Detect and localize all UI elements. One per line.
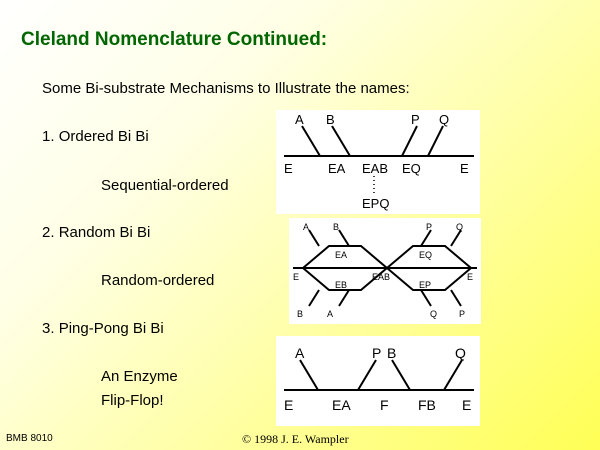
ordered-product-1: P <box>411 112 420 127</box>
slide-subtitle: Some Bi-substrate Mechanisms to Illustrate the names: <box>42 80 410 97</box>
random-top-right-1: P <box>426 222 433 232</box>
random-top-right-2: Q <box>456 222 464 232</box>
random-bottom-left-2: A <box>327 309 334 319</box>
mechanism-1-heading <box>42 128 149 145</box>
ordered-species-3: EAB <box>362 161 389 176</box>
random-species-1: E <box>293 272 300 282</box>
random-bottom-right-1: Q <box>430 309 438 319</box>
pingpong-label-3: B <box>387 345 397 361</box>
pingpong-reaction-lines <box>284 360 474 390</box>
ordered-substrate-2: B <box>326 112 335 127</box>
random-species-2: EA <box>335 250 348 260</box>
random-top-left-2: B <box>333 222 340 232</box>
random-species-4: EAB <box>372 272 391 282</box>
mechanism-1-description: Sequential-ordered <box>101 177 229 194</box>
random-bottom-right-2: P <box>459 309 466 319</box>
random-bibi-diagram <box>289 218 481 324</box>
mechanism-3-name: Ping-Pong Bi Bi <box>58 320 164 337</box>
copyright-notice: © 1998 J. E. Wampler <box>242 432 349 446</box>
ordered-species-5: E <box>460 161 469 176</box>
pingpong-label-4: Q <box>455 345 466 361</box>
mechanism-3-description-line1: An Enzyme <box>101 368 178 385</box>
pingpong-species-1: E <box>284 397 294 413</box>
mechanism-1-name: Ordered Bi Bi <box>58 128 149 145</box>
ordered-bibi-diagram <box>276 110 480 214</box>
mechanism-2-heading <box>42 224 150 241</box>
random-species-6: EP <box>419 280 432 290</box>
mechanism-2-description: Random-ordered <box>101 272 215 289</box>
ordered-species-4: EQ <box>402 161 421 176</box>
mechanism-2-number: 2. <box>42 224 55 241</box>
pingpong-label-2: P <box>372 345 382 361</box>
mechanism-3-heading <box>42 320 164 337</box>
pingpong-label-1: A <box>295 345 305 361</box>
pingpong-species-2: EA <box>332 397 351 413</box>
random-reaction-lines <box>293 230 477 306</box>
pingpong-species-5: E <box>462 397 472 413</box>
mechanism-2-name: Random Bi Bi <box>58 224 151 241</box>
ordered-central-complex: EPQ <box>362 196 390 211</box>
ordered-species-2: EA <box>328 161 346 176</box>
mechanism-3-description-line2: Flip-Flop! <box>101 392 164 409</box>
pingpong-species-4: FB <box>418 397 436 413</box>
random-species-7: E <box>467 272 474 282</box>
pingpong-bibi-diagram <box>276 336 480 426</box>
random-species-3: EB <box>335 280 348 290</box>
ordered-product-2: Q <box>439 112 450 127</box>
ordered-reaction-lines <box>284 126 474 156</box>
random-top-left-1: A <box>303 222 310 232</box>
slide-title: Cleland Nomenclature Continued: <box>21 29 328 50</box>
mechanism-3-number: 3. <box>42 320 55 337</box>
pingpong-species-3: F <box>380 397 389 413</box>
random-species-5: EQ <box>419 250 433 260</box>
random-bottom-left-1: B <box>297 309 304 319</box>
ordered-substrate-1: A <box>295 112 304 127</box>
ordered-species-1: E <box>284 161 293 176</box>
course-label: BMB 8010 <box>6 433 53 444</box>
mechanism-1-number: 1. <box>42 128 55 145</box>
